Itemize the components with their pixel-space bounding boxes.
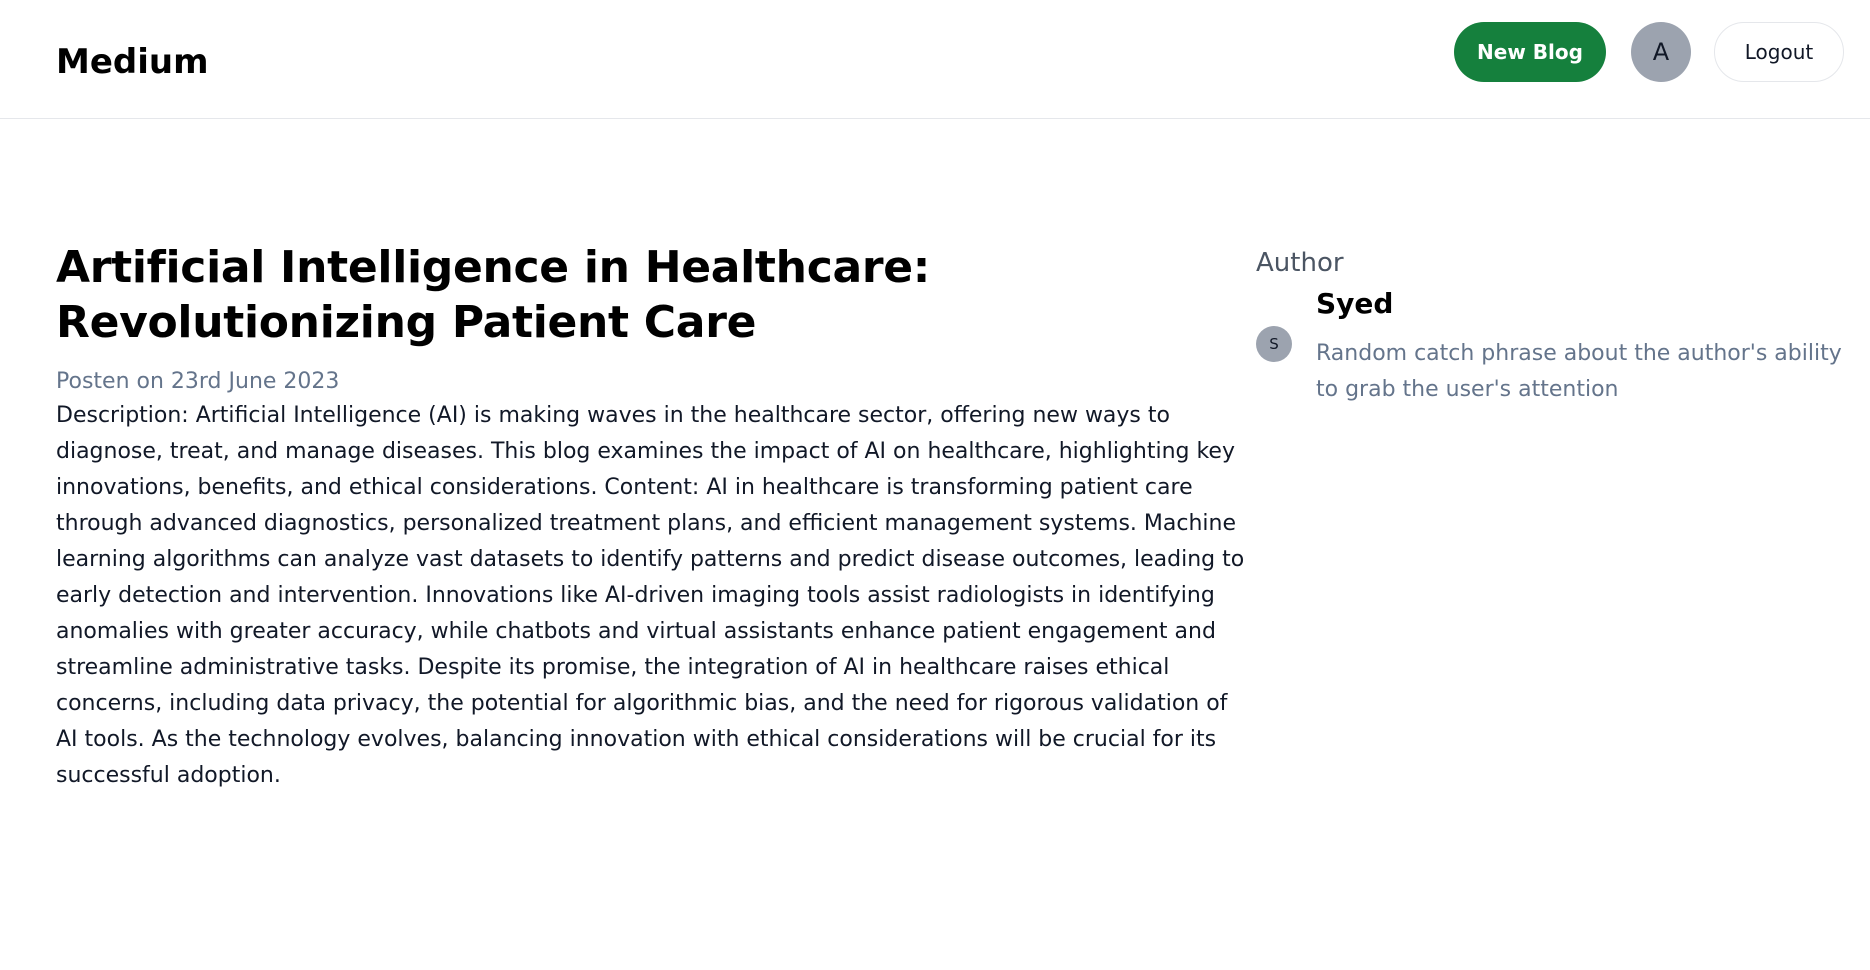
brand-logo[interactable]: Medium — [56, 42, 209, 82]
logout-button[interactable]: Logout — [1714, 22, 1844, 82]
author-avatar: S — [1256, 326, 1292, 362]
top-navigation-bar — [0, 0, 1870, 119]
author-info — [1316, 286, 1856, 408]
author-name: Syed — [1316, 287, 1394, 320]
posted-date: Posten on 23rd June 2023 — [56, 369, 340, 394]
author-card — [1256, 286, 1856, 408]
new-blog-button[interactable]: New Blog — [1454, 22, 1606, 82]
article-body: Description: Artificial Intelligence (AI) is making waves in the healthcare sector, offering new ways to diagnose, treat, and manage diseases. This blog examines the impact of AI on healthcare, highlighting key innovations, benefits, and ethical considerations. Content: AI in healthcare is transforming patient care through advanced diagnostics, personalized treatment plans, and efficient management systems. Machine learning algorithms can analyze vast datasets to identify patterns and predict disease outcomes, leading to early detection and intervention. Innovations like AI-driven imaging tools assist radiologists in identifying anomalies with greater accuracy, while chatbots and virtual assistants enhance patient engagement and streamline administrative tasks. Despite its promise, the integration of AI in healthcare raises ethical concerns, including data privacy, the potential for algorithmic bias, and the need for rigorous validation of AI tools. As the technology evolves, balancing innovation with ethical considerations will be crucial for its successful adoption. — [56, 403, 1245, 788]
article-title: Artificial Intelligence in Healthcare: Revolutionizing Patient Care — [56, 242, 931, 348]
author-catch-phrase: Random catch phrase about the author's ability to grab the user's attention — [1316, 341, 1842, 402]
blog-article — [56, 240, 1256, 794]
user-avatar[interactable]: A — [1631, 22, 1691, 82]
author-panel — [1256, 246, 1856, 408]
author-heading: Author — [1256, 248, 1344, 278]
